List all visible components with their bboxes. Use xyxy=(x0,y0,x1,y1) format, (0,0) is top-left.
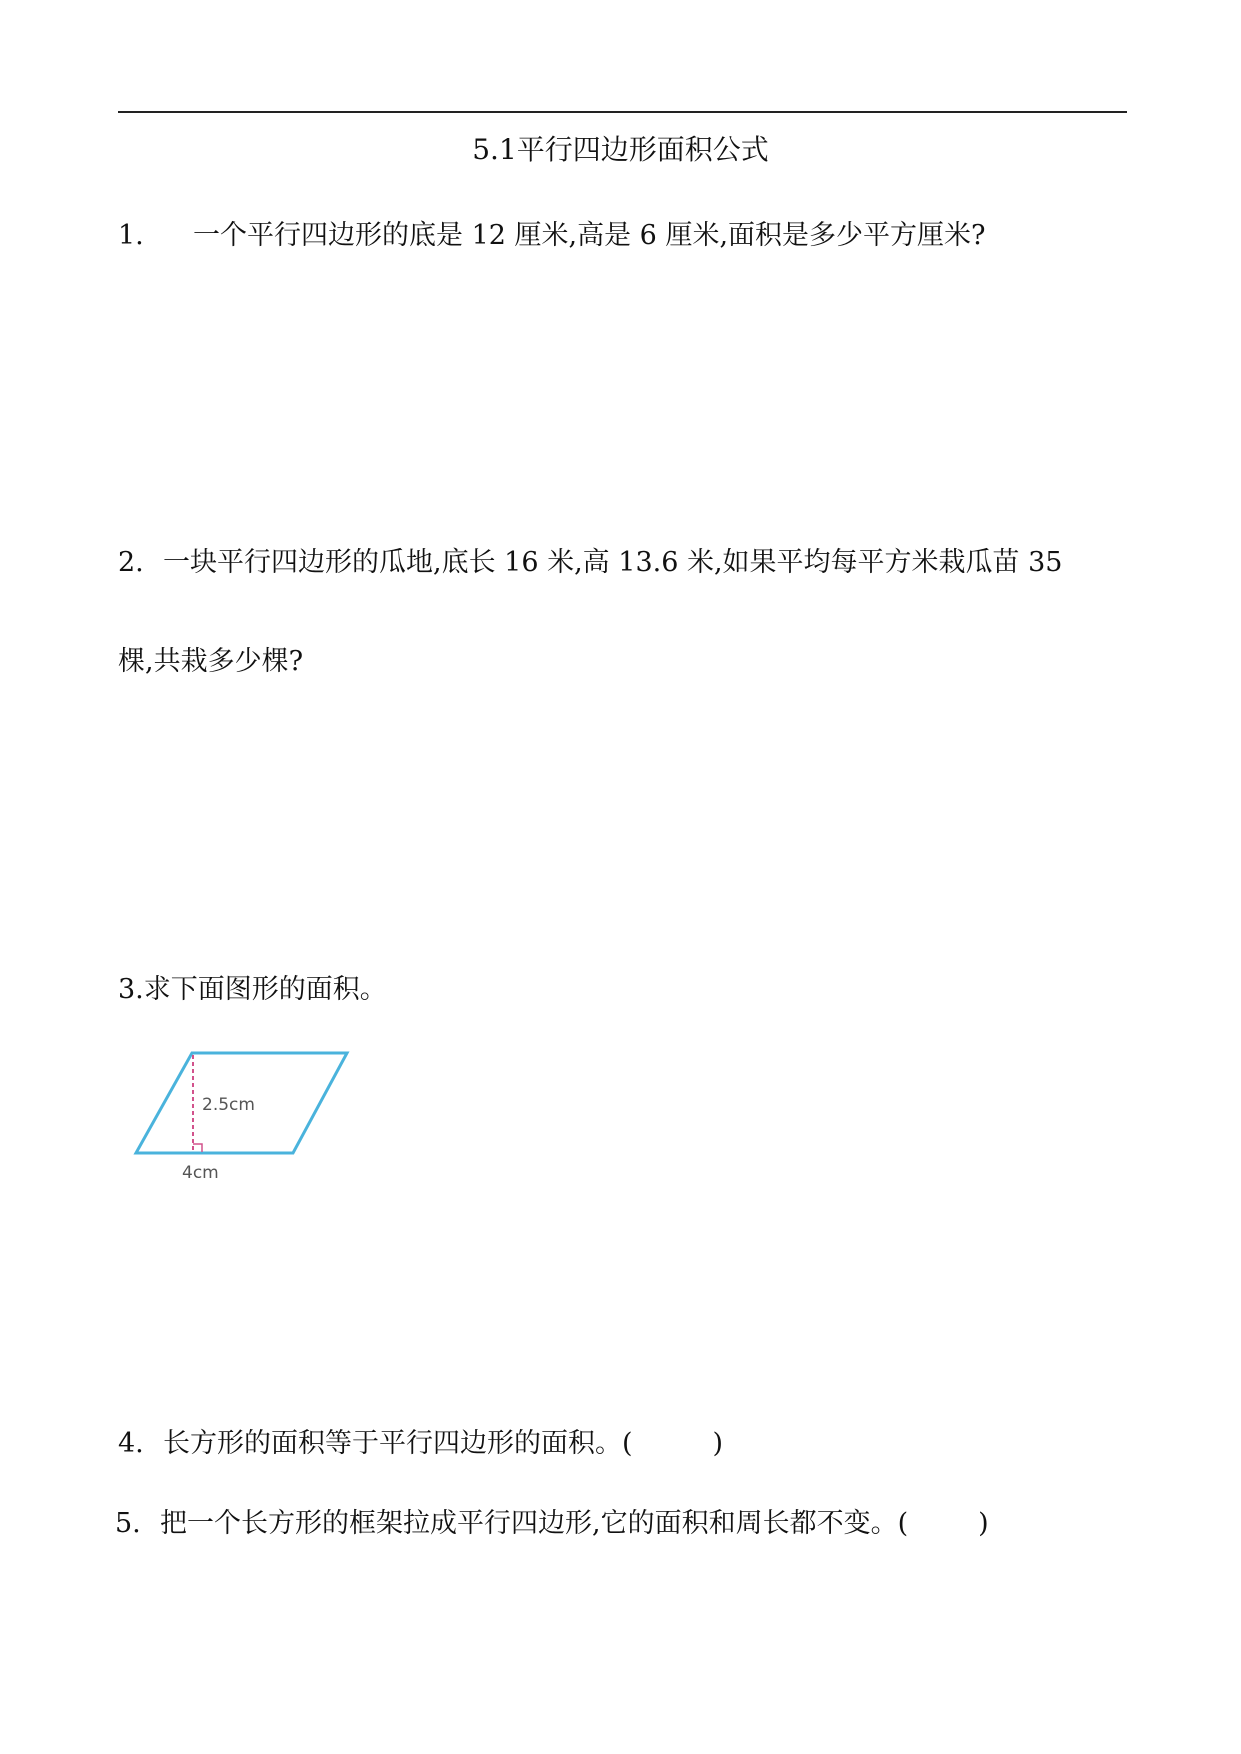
question-text: 3.求下面图形的面积。 xyxy=(118,974,387,1005)
closing-paren: ) xyxy=(978,1508,989,1539)
page-title: 5.1平行四边形面积公式 xyxy=(472,133,769,166)
question-4 xyxy=(118,1424,723,1464)
height-label: 2.5cm xyxy=(202,1095,255,1115)
base-label: 4cm xyxy=(182,1163,219,1183)
question-3 xyxy=(118,970,387,1010)
question-number: 2. xyxy=(118,547,144,578)
closing-paren: ) xyxy=(712,1428,724,1459)
question-text: 一块平行四边形的瓜地,底长 16 米,高 13.6 米,如果平均每平方米栽瓜苗 35 xyxy=(163,547,1063,578)
right-angle-mark xyxy=(193,1144,202,1152)
question-text: 棵,共栽多少棵? xyxy=(118,646,304,677)
question-number: 1. xyxy=(118,220,144,251)
header-rule xyxy=(118,111,1127,113)
question-2-continued xyxy=(118,642,303,682)
question-text: 长方形的面积等于平行四边形的面积。( xyxy=(163,1428,633,1459)
question-2 xyxy=(118,543,1063,583)
question-text: 一个平行四边形的底是 12 厘米,高是 6 厘米,面积是多少平方厘米? xyxy=(193,220,986,251)
parallelogram-figure xyxy=(120,1045,370,1215)
question-1 xyxy=(118,216,986,256)
question-text: 把一个长方形的框架拉成平行四边形,它的面积和周长都不变。( xyxy=(160,1508,909,1539)
question-number: 5. xyxy=(115,1508,141,1539)
question-5 xyxy=(115,1504,989,1544)
question-number: 4. xyxy=(118,1428,144,1459)
